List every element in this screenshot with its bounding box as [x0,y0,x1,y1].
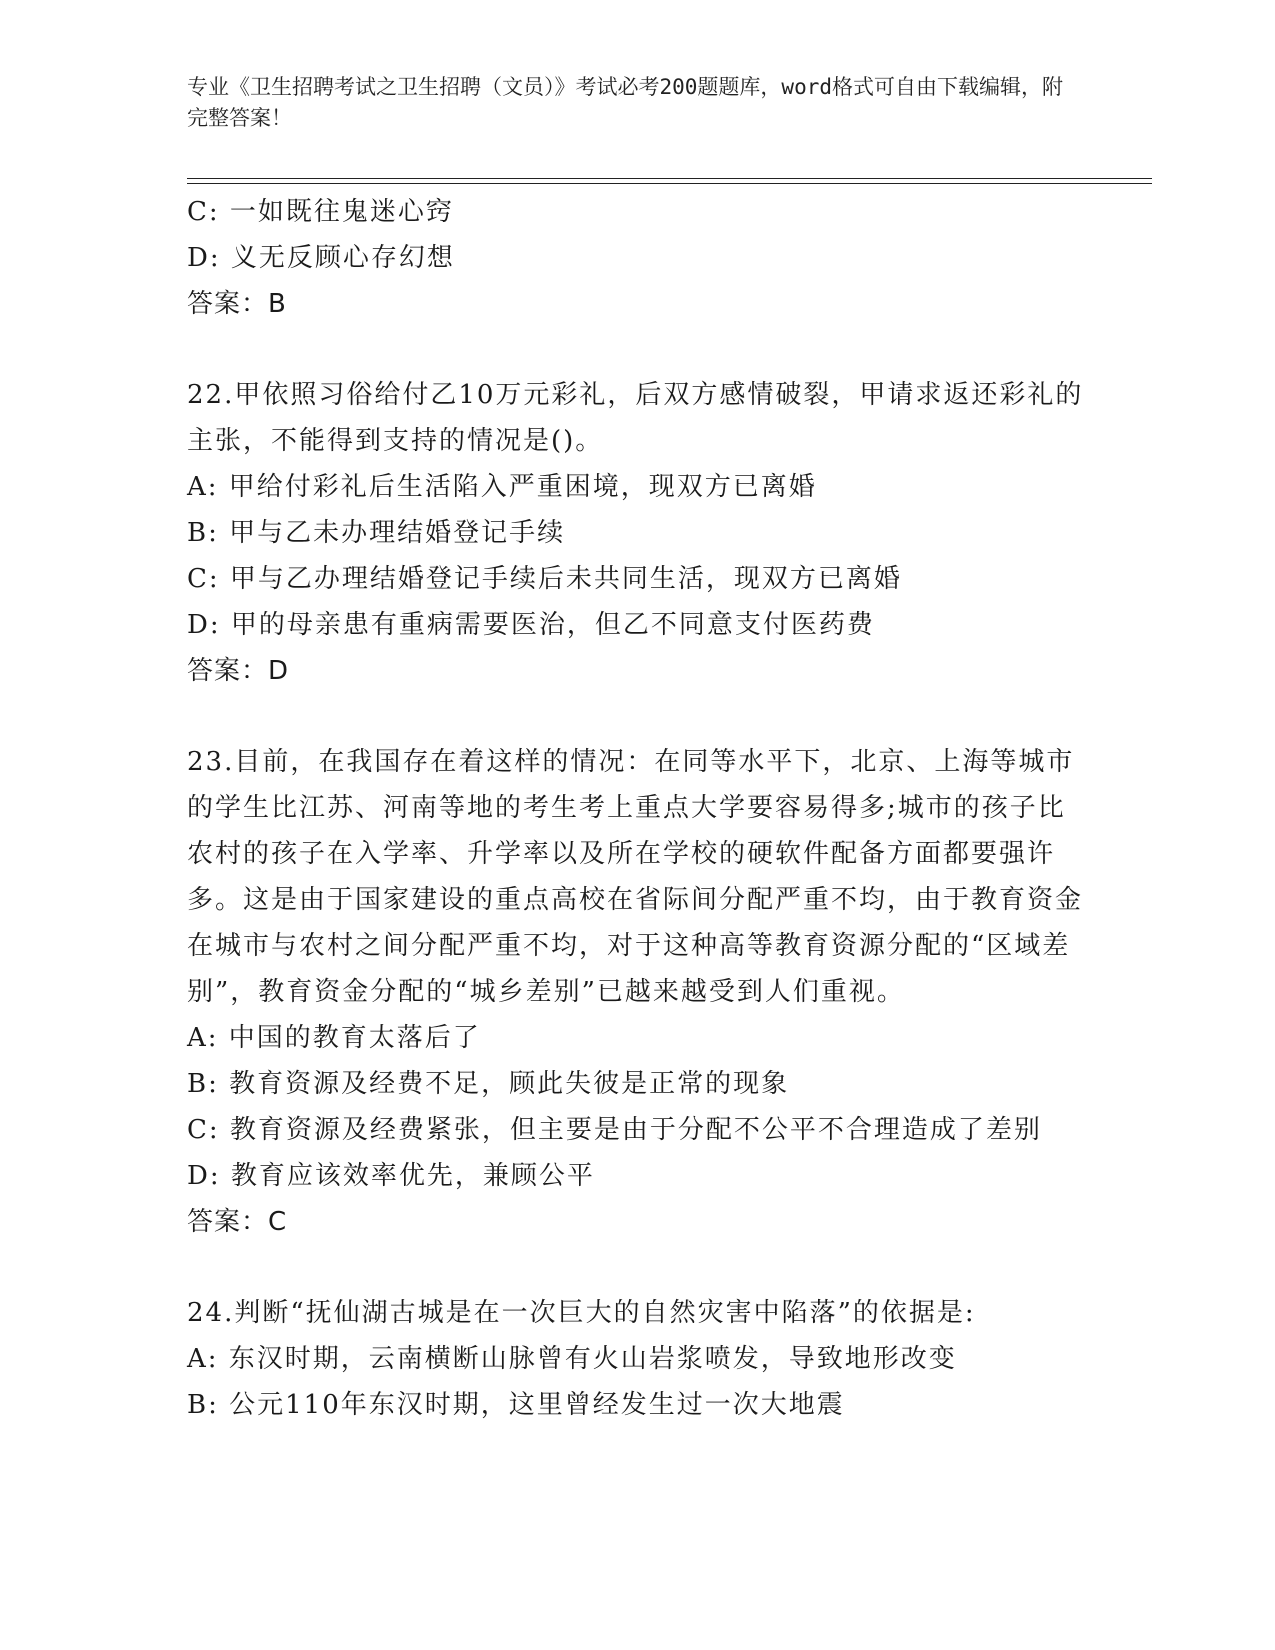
q21-option-d: D: 义无反顾心存幻想 [187,243,455,273]
q22-option-b: B: 甲与乙未办理结婚登记手续 [187,518,566,548]
q24-option-b: B: 公元110年东汉时期，这里曾经发生过一次大地震 [187,1390,845,1420]
q23-answer: 答案：C [187,1207,288,1237]
q22-answer: 答案：D [187,656,290,686]
q24-stem: 24.判断“抚仙湖古城是在一次巨大的自然灾害中陷落”的依据是: [187,1298,976,1328]
question-content [187,189,1087,1428]
q23-option-b: B: 教育资源及经费不足，顾此失彼是正常的现象 [187,1069,790,1099]
q23-stem: 23.目前，在我国存在着这样的情况：在同等水平下，北京、上海等城市的学生比江苏、河南等地的考生考上重点大学要容易得多;城市的孩子比农村的孩子在入学率、升学率以及所在学校的硬软件配备方面都要强许多。这是由于国家建设的重点高校在省际间分配严重不均，由于教育资金在城市与农村之间分配严重不均，对于这种高等教育资源分配的“区域差别”，教育资金分配的“城乡差别”已越来越受到人们重视。 [187,747,1084,1007]
q22-option-c: C: 甲与乙办理结婚登记手续后未共同生活，现双方已离婚 [187,564,902,594]
q23-option-d: D: 教育应该效率优先，兼顾公平 [187,1161,595,1191]
document-header: 专业《卫生招聘考试之卫生招聘（文员）》考试必考200题题库，word格式可自由下载编辑，附完整答案！ [187,75,1063,130]
header-rule-secondary [187,183,1152,184]
q23-option-c: C: 教育资源及经费紧张，但主要是由于分配不公平不合理造成了差别 [187,1115,1042,1145]
q21-answer: 答案：B [187,289,287,319]
q22-stem: 22.甲依照习俗给付乙10万元彩礼，后双方感情破裂，甲请求返还彩礼的主张，不能得到支持的情况是()。 [187,380,1084,456]
q22-option-d: D: 甲的母亲患有重病需要医治，但乙不同意支付医药费 [187,610,875,640]
header-rule [187,178,1152,179]
q23-option-a: A: 中国的教育太落后了 [187,1023,481,1053]
q22-option-a: A: 甲给付彩礼后生活陷入严重困境，现双方已离婚 [187,472,817,502]
q24-option-a: A: 东汉时期，云南横断山脉曾有火山岩浆喷发，导致地形改变 [187,1344,957,1374]
q21-option-c: C: 一如既往鬼迷心窍 [187,197,454,227]
